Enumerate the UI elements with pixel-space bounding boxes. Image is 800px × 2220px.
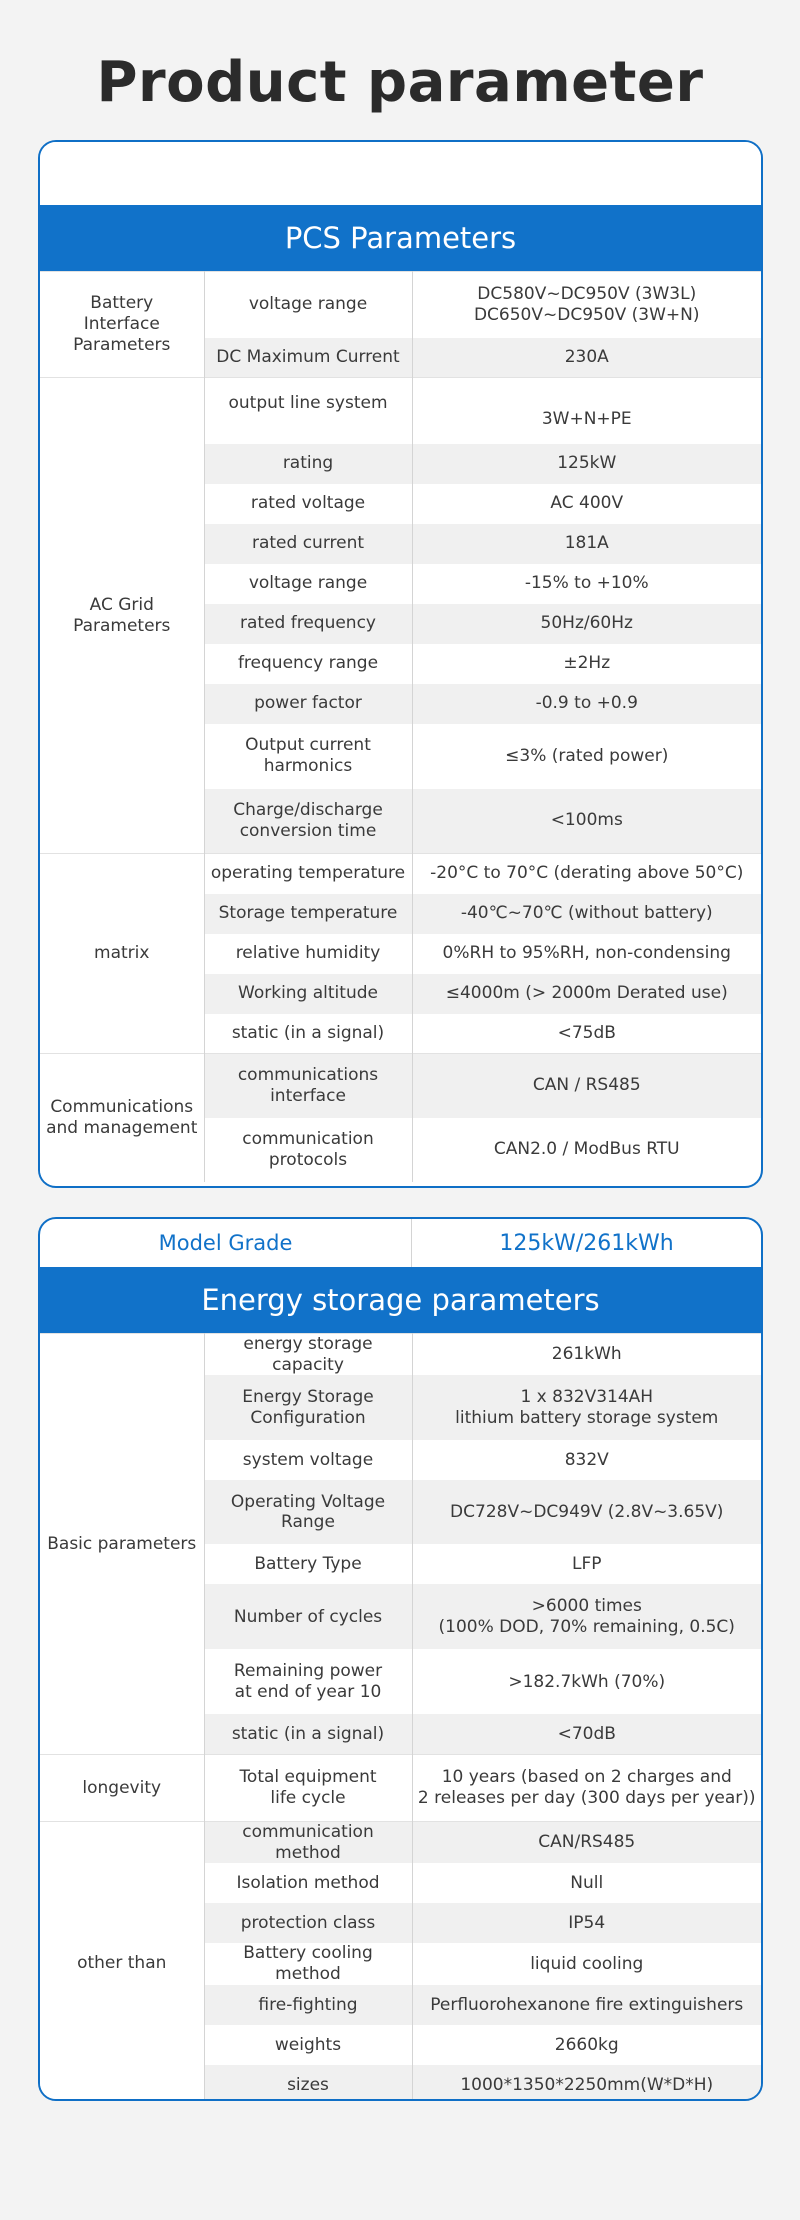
param-value: 2660kg (554, 2034, 619, 2055)
group-label: Battery Interface Parameters (40, 272, 204, 378)
param-value: <100ms (412, 789, 761, 854)
param-label: system voltage (204, 1440, 412, 1480)
param-value: Perfluorohexanone fire extinguishers (412, 1985, 761, 2025)
param-label: communication protocols (204, 1118, 412, 1182)
param-value: >6000 times (100% DOD, 70% remaining, 0.5C) (412, 1584, 761, 1649)
blank-header-row (40, 142, 761, 205)
param-label: rated frequency (204, 604, 412, 644)
param-label: communication method (204, 1821, 412, 1863)
param-value: CAN2.0 / ModBus RTU (493, 1139, 680, 1160)
param-label: Storage temperature (204, 894, 412, 934)
param-value: ±2Hz (563, 653, 611, 674)
param-label: energy storage capacity (204, 1334, 412, 1376)
param-label: operating temperature (204, 854, 412, 894)
param-label: Energy Storage Configuration (204, 1375, 412, 1440)
param-value: Null (570, 1873, 604, 1894)
param-label: Working altitude (204, 974, 412, 1014)
param-label: Output current harmonics (204, 724, 412, 789)
param-value: DC580V~DC950V (3W3L) DC650V~DC950V (3W+N) (412, 272, 761, 338)
param-label: Battery Type (204, 1544, 412, 1584)
group-label: AC Grid Parameters (40, 378, 204, 854)
param-label: communications interface (204, 1054, 412, 1118)
param-label: Charge/discharge conversion time (204, 789, 412, 854)
energy-parameters-table (40, 1333, 761, 2101)
param-label: weights (204, 2025, 412, 2065)
param-label: Operating Voltage Range (204, 1480, 412, 1544)
param-label: protection class (204, 1903, 412, 1943)
group-label: Basic parameters (40, 1334, 204, 1755)
param-label: rating (204, 444, 412, 484)
param-value: -20°C to 70°C (derating above 50°C) (412, 854, 761, 894)
param-value: CAN/RS485 (412, 1821, 761, 1863)
param-value: LFP (571, 1554, 602, 1575)
param-label: voltage range (204, 272, 412, 338)
param-value: ≤4000m (> 2000m Derated use) (412, 974, 761, 1014)
param-label: frequency range (204, 644, 412, 684)
param-value: -40℃~70℃ (without battery) (412, 894, 761, 934)
param-label: Total equipment life cycle (204, 1754, 412, 1821)
pcs-parameters-card (38, 140, 763, 1188)
param-value: 832V (564, 1450, 609, 1471)
param-value: liquid cooling (530, 1953, 644, 1974)
pcs-parameters-table (40, 271, 761, 1182)
param-label: power factor (204, 684, 412, 724)
page-title: Product parameter (96, 50, 704, 115)
param-value: CAN / RS485 (412, 1054, 761, 1118)
group-label: other than (40, 1821, 204, 2101)
param-label: relative humidity (204, 934, 412, 974)
param-label: Number of cycles (204, 1584, 412, 1649)
param-label: output line system (204, 378, 412, 444)
param-label: rated current (204, 524, 412, 564)
param-value: 1 x 832V314AH lithium battery storage system (412, 1375, 761, 1440)
model-grade-value: 125kW/261kWh (499, 1230, 674, 1256)
param-value: 125kW (412, 444, 761, 484)
param-label: rated voltage (204, 484, 412, 524)
param-value: >182.7kWh (70%) (508, 1671, 666, 1692)
param-value: 0%RH to 95%RH, non-condensing (442, 943, 731, 964)
param-value: AC 400V (550, 493, 624, 514)
model-grade-label: Model Grade (40, 1219, 412, 1267)
param-value: ≤3% (rated power) (505, 745, 669, 766)
energy-section-title: Energy storage parameters (40, 1267, 761, 1333)
param-value: -15% to +10% (524, 573, 649, 594)
param-value: 230A (412, 338, 761, 378)
param-label: Remaining power at end of year 10 (204, 1649, 412, 1714)
model-grade-row (40, 1219, 761, 1267)
param-value: 1000*1350*2250mm(W*D*H) (412, 2065, 761, 2101)
param-label: Battery cooling method (204, 1943, 412, 1984)
param-value: <75dB (557, 1022, 616, 1043)
param-label: static (in a signal) (204, 1714, 412, 1754)
energy-storage-card (38, 1217, 763, 2101)
param-value: 10 years (based on 2 charges and 2 releases per day (300 days per year)) (412, 1754, 761, 1821)
param-value: 181A (412, 524, 761, 564)
param-label: Isolation method (204, 1863, 412, 1903)
param-label: sizes (204, 2065, 412, 2101)
group-label: Communications and management (40, 1054, 204, 1182)
param-label: voltage range (204, 564, 412, 604)
param-value: <70dB (412, 1714, 761, 1754)
param-value: IP54 (412, 1903, 761, 1943)
param-value: 50Hz/60Hz (412, 604, 761, 644)
param-value: 261kWh (412, 1334, 761, 1376)
group-label: longevity (40, 1754, 204, 1821)
param-label: DC Maximum Current (204, 338, 412, 378)
param-value: 3W+N+PE (412, 378, 761, 444)
param-label: fire-fighting (204, 1985, 412, 2025)
pcs-section-title: PCS Parameters (40, 205, 761, 271)
group-label: matrix (40, 854, 204, 1054)
param-label: static (in a signal) (204, 1014, 412, 1054)
param-value: -0.9 to +0.9 (412, 684, 761, 724)
param-value: DC728V~DC949V (2.8V~3.65V) (412, 1480, 761, 1544)
